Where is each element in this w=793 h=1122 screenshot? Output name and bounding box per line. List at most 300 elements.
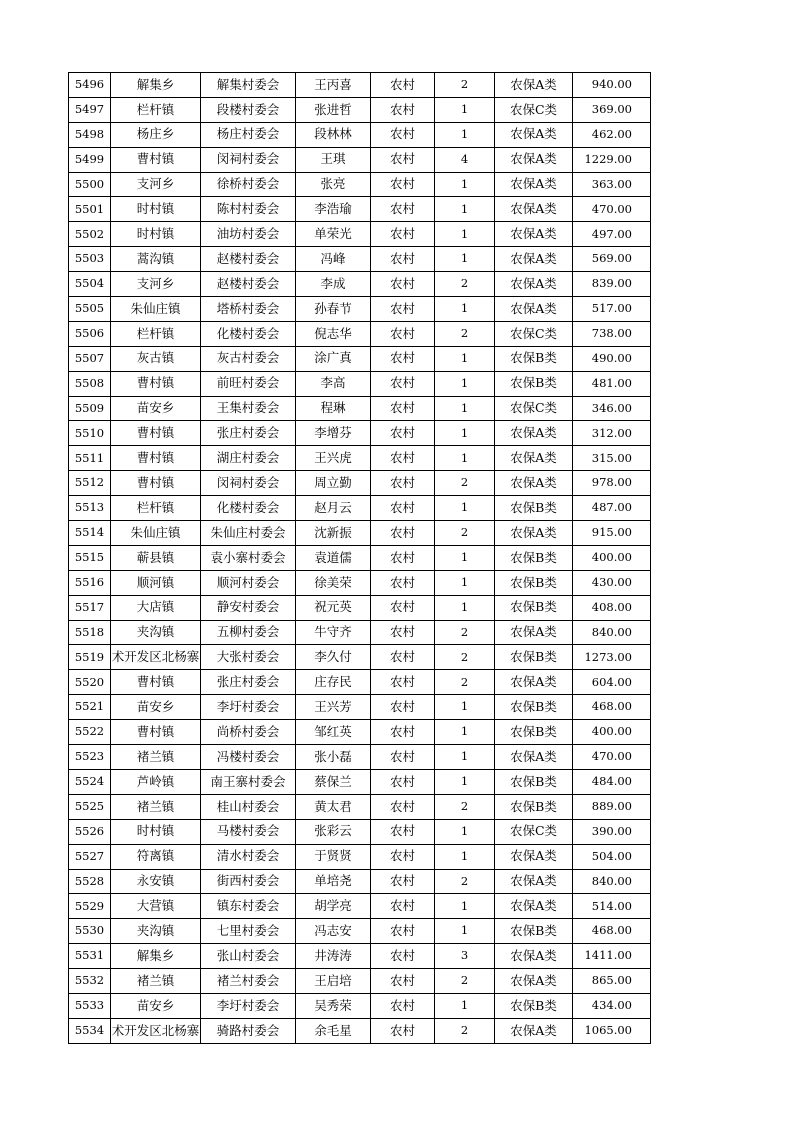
- household-count-cell: 1: [435, 197, 495, 222]
- area-type-cell: 农村: [371, 819, 435, 844]
- id-cell: 5531: [69, 944, 111, 969]
- township-cell: 夹沟镇: [111, 620, 201, 645]
- amount-cell: 1411.00: [573, 944, 651, 969]
- name-cell: 吴秀荣: [296, 993, 371, 1018]
- table-row: [69, 869, 651, 894]
- amount-cell: 738.00: [573, 321, 651, 346]
- table-row: [69, 570, 651, 595]
- amount-cell: 569.00: [573, 247, 651, 272]
- table-body: [69, 73, 651, 1044]
- area-type-cell: 农村: [371, 670, 435, 695]
- name-cell: 程琳: [296, 396, 371, 421]
- table-row: [69, 720, 651, 745]
- village-cell: 张庄村委会: [201, 670, 296, 695]
- id-cell: 5525: [69, 794, 111, 819]
- name-cell: 余毛星: [296, 1018, 371, 1043]
- village-cell: 骑路村委会: [201, 1018, 296, 1043]
- township-cell: 夹沟镇: [111, 919, 201, 944]
- village-cell: 马楼村委会: [201, 819, 296, 844]
- insurance-class-cell: 农保B类: [495, 496, 573, 521]
- village-cell: 闵祠村委会: [201, 471, 296, 496]
- amount-cell: 497.00: [573, 222, 651, 247]
- area-type-cell: 农村: [371, 147, 435, 172]
- id-cell: 5527: [69, 844, 111, 869]
- amount-cell: 363.00: [573, 172, 651, 197]
- township-cell: 苗安乡: [111, 695, 201, 720]
- household-count-cell: 1: [435, 97, 495, 122]
- area-type-cell: 农村: [371, 969, 435, 994]
- name-cell: 周立勤: [296, 471, 371, 496]
- area-type-cell: 农村: [371, 272, 435, 297]
- table-row: [69, 73, 651, 98]
- id-cell: 5509: [69, 396, 111, 421]
- village-cell: 大张村委会: [201, 645, 296, 670]
- household-count-cell: 1: [435, 745, 495, 770]
- insurance-class-cell: 农保A类: [495, 521, 573, 546]
- id-cell: 5533: [69, 993, 111, 1018]
- village-cell: 褚兰村委会: [201, 969, 296, 994]
- insurance-class-cell: 农保A类: [495, 670, 573, 695]
- household-count-cell: 1: [435, 595, 495, 620]
- insurance-class-cell: 农保A类: [495, 122, 573, 147]
- id-cell: 5511: [69, 446, 111, 471]
- village-cell: 油坊村委会: [201, 222, 296, 247]
- amount-cell: 430.00: [573, 570, 651, 595]
- table-row: [69, 197, 651, 222]
- id-cell: 5520: [69, 670, 111, 695]
- insurance-class-cell: 农保B类: [495, 769, 573, 794]
- area-type-cell: 农村: [371, 794, 435, 819]
- household-count-cell: 2: [435, 969, 495, 994]
- household-count-cell: 1: [435, 844, 495, 869]
- township-cell: 褚兰镇: [111, 969, 201, 994]
- id-cell: 5532: [69, 969, 111, 994]
- id-cell: 5518: [69, 620, 111, 645]
- name-cell: 赵月云: [296, 496, 371, 521]
- name-cell: 冯志安: [296, 919, 371, 944]
- township-cell: 曹村镇: [111, 670, 201, 695]
- village-cell: 陈村村委会: [201, 197, 296, 222]
- village-cell: 清水村委会: [201, 844, 296, 869]
- id-cell: 5499: [69, 147, 111, 172]
- household-count-cell: 1: [435, 222, 495, 247]
- area-type-cell: 农村: [371, 396, 435, 421]
- amount-cell: 470.00: [573, 197, 651, 222]
- id-cell: 5512: [69, 471, 111, 496]
- amount-cell: 462.00: [573, 122, 651, 147]
- amount-cell: 504.00: [573, 844, 651, 869]
- name-cell: 单荣光: [296, 222, 371, 247]
- table-row: [69, 944, 651, 969]
- township-cell: 芦岭镇: [111, 769, 201, 794]
- name-cell: 张彩云: [296, 819, 371, 844]
- area-type-cell: 农村: [371, 695, 435, 720]
- table-row: [69, 993, 651, 1018]
- id-cell: 5515: [69, 545, 111, 570]
- area-type-cell: 农村: [371, 521, 435, 546]
- area-type-cell: 农村: [371, 172, 435, 197]
- amount-cell: 390.00: [573, 819, 651, 844]
- household-count-cell: 1: [435, 297, 495, 322]
- household-count-cell: 2: [435, 1018, 495, 1043]
- name-cell: 冯峰: [296, 247, 371, 272]
- id-cell: 5504: [69, 272, 111, 297]
- area-type-cell: 农村: [371, 720, 435, 745]
- household-count-cell: 2: [435, 670, 495, 695]
- id-cell: 5498: [69, 122, 111, 147]
- township-cell: 曹村镇: [111, 446, 201, 471]
- area-type-cell: 农村: [371, 496, 435, 521]
- records-table: [68, 72, 651, 1044]
- id-cell: 5526: [69, 819, 111, 844]
- table-row: [69, 272, 651, 297]
- name-cell: 张小磊: [296, 745, 371, 770]
- amount-cell: 468.00: [573, 919, 651, 944]
- amount-cell: 1273.00: [573, 645, 651, 670]
- insurance-class-cell: 农保A类: [495, 471, 573, 496]
- household-count-cell: 1: [435, 496, 495, 521]
- insurance-class-cell: 农保A类: [495, 446, 573, 471]
- insurance-class-cell: 农保A类: [495, 172, 573, 197]
- village-cell: 闵祠村委会: [201, 147, 296, 172]
- id-cell: 5503: [69, 247, 111, 272]
- name-cell: 张亮: [296, 172, 371, 197]
- insurance-class-cell: 农保A类: [495, 73, 573, 98]
- id-cell: 5523: [69, 745, 111, 770]
- household-count-cell: 4: [435, 147, 495, 172]
- township-cell: 顺河镇: [111, 570, 201, 595]
- name-cell: 邹红英: [296, 720, 371, 745]
- area-type-cell: 农村: [371, 122, 435, 147]
- household-count-cell: 2: [435, 321, 495, 346]
- id-cell: 5529: [69, 894, 111, 919]
- name-cell: 单培尧: [296, 869, 371, 894]
- area-type-cell: 农村: [371, 247, 435, 272]
- township-cell: 蕲县镇: [111, 545, 201, 570]
- household-count-cell: 2: [435, 272, 495, 297]
- township-cell: 术开发区北杨寨: [111, 645, 201, 670]
- insurance-class-cell: 农保B类: [495, 720, 573, 745]
- table-row: [69, 97, 651, 122]
- amount-cell: 315.00: [573, 446, 651, 471]
- village-cell: 前旺村委会: [201, 371, 296, 396]
- table-row: [69, 620, 651, 645]
- table-row: [69, 595, 651, 620]
- township-cell: 曹村镇: [111, 421, 201, 446]
- township-cell: 大店镇: [111, 595, 201, 620]
- name-cell: 李高: [296, 371, 371, 396]
- insurance-class-cell: 农保B类: [495, 645, 573, 670]
- area-type-cell: 农村: [371, 97, 435, 122]
- household-count-cell: 1: [435, 545, 495, 570]
- village-cell: 五柳村委会: [201, 620, 296, 645]
- township-cell: 解集乡: [111, 944, 201, 969]
- table-row: [69, 297, 651, 322]
- village-cell: 南王寨村委会: [201, 769, 296, 794]
- village-cell: 张山村委会: [201, 944, 296, 969]
- village-cell: 解集村委会: [201, 73, 296, 98]
- table-row: [69, 521, 651, 546]
- household-count-cell: 1: [435, 570, 495, 595]
- insurance-class-cell: 农保A类: [495, 247, 573, 272]
- village-cell: 灰古村委会: [201, 346, 296, 371]
- name-cell: 张进哲: [296, 97, 371, 122]
- township-cell: 杨庄乡: [111, 122, 201, 147]
- township-cell: 灰古镇: [111, 346, 201, 371]
- household-count-cell: 1: [435, 346, 495, 371]
- id-cell: 5507: [69, 346, 111, 371]
- household-count-cell: 1: [435, 695, 495, 720]
- name-cell: 庄存民: [296, 670, 371, 695]
- insurance-class-cell: 农保A类: [495, 844, 573, 869]
- village-cell: 徐桥村委会: [201, 172, 296, 197]
- area-type-cell: 农村: [371, 769, 435, 794]
- name-cell: 王琪: [296, 147, 371, 172]
- township-cell: 永安镇: [111, 869, 201, 894]
- township-cell: 栏杆镇: [111, 321, 201, 346]
- amount-cell: 978.00: [573, 471, 651, 496]
- insurance-class-cell: 农保C类: [495, 321, 573, 346]
- village-cell: 王集村委会: [201, 396, 296, 421]
- amount-cell: 839.00: [573, 272, 651, 297]
- id-cell: 5528: [69, 869, 111, 894]
- township-cell: 符离镇: [111, 844, 201, 869]
- village-cell: 冯楼村委会: [201, 745, 296, 770]
- id-cell: 5496: [69, 73, 111, 98]
- household-count-cell: 1: [435, 122, 495, 147]
- area-type-cell: 农村: [371, 222, 435, 247]
- area-type-cell: 农村: [371, 944, 435, 969]
- household-count-cell: 3: [435, 944, 495, 969]
- amount-cell: 470.00: [573, 745, 651, 770]
- insurance-class-cell: 农保A类: [495, 297, 573, 322]
- name-cell: 李成: [296, 272, 371, 297]
- township-cell: 支河乡: [111, 172, 201, 197]
- table-row: [69, 222, 651, 247]
- township-cell: 蒿沟镇: [111, 247, 201, 272]
- amount-cell: 400.00: [573, 545, 651, 570]
- township-cell: 曹村镇: [111, 720, 201, 745]
- table-row: [69, 172, 651, 197]
- amount-cell: 369.00: [573, 97, 651, 122]
- table-row: [69, 769, 651, 794]
- township-cell: 时村镇: [111, 197, 201, 222]
- table-row: [69, 496, 651, 521]
- insurance-class-cell: 农保A类: [495, 620, 573, 645]
- township-cell: 褚兰镇: [111, 794, 201, 819]
- amount-cell: 514.00: [573, 894, 651, 919]
- name-cell: 沈新振: [296, 521, 371, 546]
- table-row: [69, 321, 651, 346]
- household-count-cell: 1: [435, 446, 495, 471]
- township-cell: 苗安乡: [111, 993, 201, 1018]
- insurance-class-cell: 农保B类: [495, 346, 573, 371]
- village-cell: 桂山村委会: [201, 794, 296, 819]
- village-cell: 赵楼村委会: [201, 272, 296, 297]
- amount-cell: 1229.00: [573, 147, 651, 172]
- table-row: [69, 545, 651, 570]
- amount-cell: 346.00: [573, 396, 651, 421]
- table-row: [69, 794, 651, 819]
- area-type-cell: 农村: [371, 73, 435, 98]
- id-cell: 5534: [69, 1018, 111, 1043]
- household-count-cell: 1: [435, 993, 495, 1018]
- table-row: [69, 645, 651, 670]
- area-type-cell: 农村: [371, 371, 435, 396]
- id-cell: 5502: [69, 222, 111, 247]
- village-cell: 赵楼村委会: [201, 247, 296, 272]
- area-type-cell: 农村: [371, 197, 435, 222]
- id-cell: 5505: [69, 297, 111, 322]
- table-row: [69, 122, 651, 147]
- household-count-cell: 1: [435, 396, 495, 421]
- household-count-cell: 2: [435, 620, 495, 645]
- village-cell: 尚桥村委会: [201, 720, 296, 745]
- household-count-cell: 1: [435, 371, 495, 396]
- id-cell: 5513: [69, 496, 111, 521]
- amount-cell: 434.00: [573, 993, 651, 1018]
- id-cell: 5510: [69, 421, 111, 446]
- village-cell: 塔桥村委会: [201, 297, 296, 322]
- insurance-class-cell: 农保B类: [495, 371, 573, 396]
- household-count-cell: 1: [435, 247, 495, 272]
- insurance-class-cell: 农保A类: [495, 421, 573, 446]
- name-cell: 胡学亮: [296, 894, 371, 919]
- amount-cell: 840.00: [573, 620, 651, 645]
- village-cell: 段楼村委会: [201, 97, 296, 122]
- amount-cell: 481.00: [573, 371, 651, 396]
- insurance-class-cell: 农保B类: [495, 794, 573, 819]
- township-cell: 术开发区北杨寨: [111, 1018, 201, 1043]
- amount-cell: 889.00: [573, 794, 651, 819]
- village-cell: 七里村委会: [201, 919, 296, 944]
- area-type-cell: 农村: [371, 869, 435, 894]
- name-cell: 王丙喜: [296, 73, 371, 98]
- insurance-class-cell: 农保A类: [495, 197, 573, 222]
- village-cell: 化楼村委会: [201, 496, 296, 521]
- insurance-class-cell: 农保A类: [495, 272, 573, 297]
- village-cell: 街西村委会: [201, 869, 296, 894]
- name-cell: 涂广真: [296, 346, 371, 371]
- household-count-cell: 1: [435, 172, 495, 197]
- table-row: [69, 894, 651, 919]
- table-row: [69, 745, 651, 770]
- name-cell: 李浩瑜: [296, 197, 371, 222]
- table-row: [69, 247, 651, 272]
- amount-cell: 840.00: [573, 869, 651, 894]
- name-cell: 袁道儒: [296, 545, 371, 570]
- table-row: [69, 670, 651, 695]
- id-cell: 5530: [69, 919, 111, 944]
- name-cell: 徐美荣: [296, 570, 371, 595]
- area-type-cell: 农村: [371, 894, 435, 919]
- area-type-cell: 农村: [371, 620, 435, 645]
- name-cell: 孙春节: [296, 297, 371, 322]
- township-cell: 曹村镇: [111, 371, 201, 396]
- insurance-class-cell: 农保A类: [495, 969, 573, 994]
- village-cell: 袁小寨村委会: [201, 545, 296, 570]
- township-cell: 曹村镇: [111, 147, 201, 172]
- area-type-cell: 农村: [371, 446, 435, 471]
- name-cell: 王兴芳: [296, 695, 371, 720]
- township-cell: 朱仙庄镇: [111, 521, 201, 546]
- township-cell: 栏杆镇: [111, 496, 201, 521]
- id-cell: 5506: [69, 321, 111, 346]
- area-type-cell: 农村: [371, 919, 435, 944]
- amount-cell: 408.00: [573, 595, 651, 620]
- name-cell: 于贤贤: [296, 844, 371, 869]
- table-row: [69, 969, 651, 994]
- insurance-class-cell: 农保B类: [495, 919, 573, 944]
- table-row: [69, 844, 651, 869]
- insurance-class-cell: 农保C类: [495, 97, 573, 122]
- area-type-cell: 农村: [371, 993, 435, 1018]
- id-cell: 5501: [69, 197, 111, 222]
- id-cell: 5497: [69, 97, 111, 122]
- name-cell: 李增芬: [296, 421, 371, 446]
- name-cell: 段林林: [296, 122, 371, 147]
- amount-cell: 915.00: [573, 521, 651, 546]
- insurance-class-cell: 农保B类: [495, 545, 573, 570]
- table-row: [69, 346, 651, 371]
- table-row: [69, 371, 651, 396]
- insurance-class-cell: 农保A类: [495, 894, 573, 919]
- village-cell: 静安村委会: [201, 595, 296, 620]
- amount-cell: 490.00: [573, 346, 651, 371]
- table-row: [69, 147, 651, 172]
- area-type-cell: 农村: [371, 545, 435, 570]
- insurance-class-cell: 农保A类: [495, 869, 573, 894]
- amount-cell: 468.00: [573, 695, 651, 720]
- village-cell: 张庄村委会: [201, 421, 296, 446]
- table-row: [69, 421, 651, 446]
- township-cell: 苗安乡: [111, 396, 201, 421]
- insurance-class-cell: 农保C类: [495, 819, 573, 844]
- id-cell: 5522: [69, 720, 111, 745]
- area-type-cell: 农村: [371, 595, 435, 620]
- amount-cell: 517.00: [573, 297, 651, 322]
- village-cell: 化楼村委会: [201, 321, 296, 346]
- area-type-cell: 农村: [371, 645, 435, 670]
- household-count-cell: 2: [435, 794, 495, 819]
- table-row: [69, 819, 651, 844]
- household-count-cell: 1: [435, 421, 495, 446]
- area-type-cell: 农村: [371, 346, 435, 371]
- household-count-cell: 2: [435, 521, 495, 546]
- village-cell: 朱仙庄村委会: [201, 521, 296, 546]
- township-cell: 朱仙庄镇: [111, 297, 201, 322]
- insurance-class-cell: 农保C类: [495, 396, 573, 421]
- insurance-class-cell: 农保B类: [495, 595, 573, 620]
- amount-cell: 604.00: [573, 670, 651, 695]
- name-cell: 蔡保兰: [296, 769, 371, 794]
- township-cell: 时村镇: [111, 819, 201, 844]
- village-cell: 李圩村委会: [201, 993, 296, 1018]
- amount-cell: 940.00: [573, 73, 651, 98]
- household-count-cell: 1: [435, 819, 495, 844]
- table-row: [69, 919, 651, 944]
- table-row: [69, 471, 651, 496]
- household-count-cell: 1: [435, 894, 495, 919]
- household-count-cell: 1: [435, 720, 495, 745]
- insurance-class-cell: 农保A类: [495, 222, 573, 247]
- amount-cell: 1065.00: [573, 1018, 651, 1043]
- household-count-cell: 2: [435, 645, 495, 670]
- township-cell: 大营镇: [111, 894, 201, 919]
- insurance-class-cell: 农保A类: [495, 944, 573, 969]
- village-cell: 镇东村委会: [201, 894, 296, 919]
- household-count-cell: 2: [435, 869, 495, 894]
